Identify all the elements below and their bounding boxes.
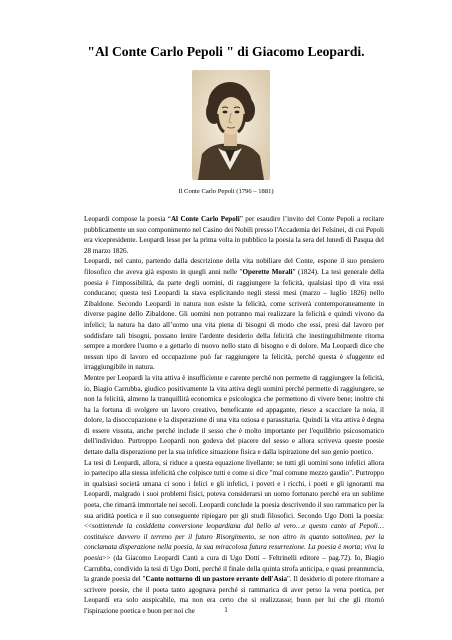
text-run: ” per esaudire l’invito del Conte Pepoli a recitare pubblicamente un suo componimento nel Casino dei Nobili presso l'Accademia dei Felsinei, di cui Pepoli era vicepresidente. Leopardi lesse per la prima volta in pubblico la poesia la sera del lunedì di Pasqua del 28 marzo 1826. <box>84 215 385 255</box>
text-run: Mentre per Leopardi la vita attiva è insufficiente e carente perché non permette di raggiungere la felicità, io, Biagio Carrubba, giudico positivamente la vita attiva degli uomini perché permette di raggiungere, se non la felicità, almeno la tranquillità economica e psicologica che permettono di vivere bene; inoltre chi ha la fortuna di svolgere un lavoro creativo, beneficante ed appagante, riesce a scacciare la noia, il dolore, la disoccupazione e la disperazione di una vita oziosa e parassitaria. Quindi la vita attiva è degna di essere vissuta, anche perché include il sesso che è molto importante per l'equilibrio psicosomatico dell'individuo. Purtroppo Leopardi non godeva del piacere del sesso e allora scriveva queste poesie dettate dalla disperazione per la sua infelice situazione fisica e dalla ispirazione del suo genio poetico. <box>84 373 384 457</box>
text-run: Leopardi, nel canto, partendo dalla descrizione della vita nobiliare del Conte, espone il suo pensiero filosofico che aveva già esposto in quegli anni nelle " <box>84 257 384 276</box>
text-run: Leopardi compose la poesia “ <box>84 215 171 223</box>
bold-text: Al Conte Carlo Pepoli <box>170 215 240 223</box>
paragraph <box>84 214 384 256</box>
bold-text: Canto notturno di un pastore errante dell'Asia <box>145 575 288 584</box>
bold-text: Operette Morali <box>242 267 293 276</box>
italic-quote: sottintende la cosiddetta conversione leopardiana dal bello al vero…e questo canto al Pepoli… costituisce davvero il terreno per il futuro Risorgimento, se non altro in quanto sottolinea, per la conclamata disperazione nella poesia, la sua miracolosa futura resurrezione. La poesia è morta; viva la poesia <box>84 522 384 562</box>
document-title: "Al Conte Carlo Pepoli " di Giacomo Leopardi. <box>87 44 365 59</box>
paragraph <box>84 256 384 373</box>
paragraph <box>84 458 384 617</box>
text-run: " (1824). La tesi generale della poesia è l'impossibilità, da parte degli uomini, di raggiungere la felicità, qualsiasi tipo di vita essi conducano; questa tesi Leopardi la stava esplicitando negli stessi mesi (marzo – luglio 1826) nello Zibaldone. Secondo Leopardi in natura non esiste la felicità, come scriverà contemporaneamente in diverse pagine dello Zibaldone. Gli uomini non potranno mai realizzare la felicità e quindi vivono da infelici; la natura ha dato all’uomo una vita piena di bisogni di modo che essi, presi dal lavoro per soddisfare tali bisogni, possano lenire l'ardente desiderio della felicità che inestinguibilmente ritorna sempre a mordere l'uomo e a gettarlo di nuovo nello stato di bisogno e di dolore. Ma Leopardi dice che nessun tipo di lavoro ed occupazione può far raggiungere la felicità, perché questa è sfuggente ed irraggiungibile in natura. <box>84 267 385 372</box>
body-text <box>84 214 384 617</box>
portrait-image <box>192 70 270 180</box>
page-number: 1 <box>224 606 228 614</box>
text-run: La tesi di Leopardi, allora, si riduce a questa equazione livellante: se tutti gli uomini sono infelici allora io partecipo alla stessa infelicità che colpisce tutti e come si dice "mal comune mezzo gaudio". Purtroppo in qualsiasi società umana ci sono i felici e gli infelici, i poveri e i ricchi, i poeti e gli ignoranti ma Leopardi, malgrado i suoi problemi fisici, poteva considerarsi un uomo fortunato perché era un sublime poeta, che rimarrà immortale nei secoli. Leopardi conclude la poesia descrivendo il suo rammarico per la sua aridità poetica e il suo conseguente ripiegare per gli studi filosofici. Secondo Ugo Dotti la poesia: << <box>84 458 384 531</box>
text-run: >> (da Giacomo Leopardi Canti a cura di Ugo Dotti – Feltrinelli editore – pag.72). Io, Biagio Carrubba, condivido la tesi di Ugo Dotti, perché il finale della quinta strofa anticipa, e quasi preannuncia, la grande poesia del " <box>84 554 384 584</box>
portrait-drawing <box>192 70 270 180</box>
text-run: ". Il desiderio di potere ritornare a scrivere poesie, che il poeta tanto agognava perché si rammarica di aver perso la vena poetica, per Leopardi era solo auspicabile, ma non era certo che si realizzasse; buon per lui che gli ritornò l'ispirazione poetica e buon per noi che <box>84 575 384 615</box>
paragraph <box>84 373 384 458</box>
portrait-caption: Il Conte Carlo Pepoli (1796 – 1881) <box>178 188 274 195</box>
